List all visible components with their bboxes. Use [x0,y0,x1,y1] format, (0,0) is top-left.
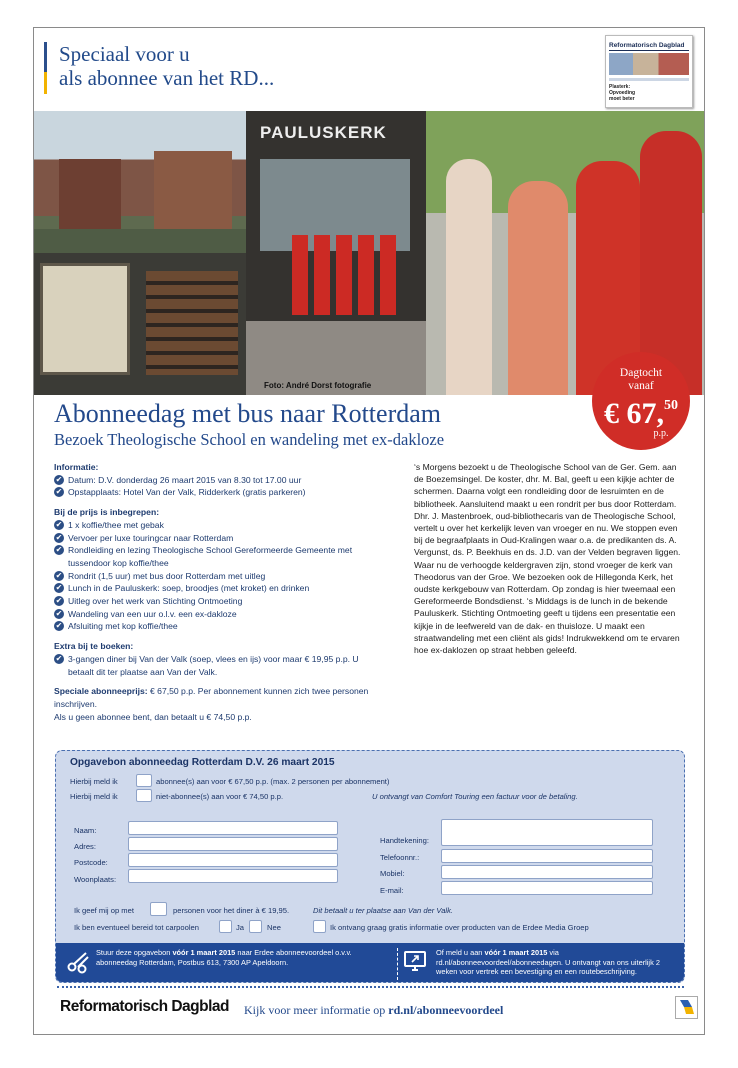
footer-link[interactable]: rd.nl/abonneevoordeel [388,1003,504,1017]
checkmark-icon: ✔ [55,583,63,593]
nonmember-line-prefix: Hierbij meld ik [70,792,118,801]
field-label-city: Woonplaats: [74,875,117,884]
badge-line-2: vanaf [628,380,654,392]
checkmark-icon: ✔ [55,545,63,555]
address-input[interactable] [128,837,338,851]
page-subtitle: Bezoek Theologische School en wandeling met ex-dakloze [54,430,445,449]
checkmark-icon: ✔ [55,596,63,606]
footer-info: Kijk voor meer informatie op rd.nl/abonneevoordeel [244,1003,504,1017]
online-instructions: Of meld u aan vóór 1 maart 2015 via rd.nl/abonneevoordeel/abonneedagen. U ontvangt van ons uiterlijk 2 weken voor vertrek een bevestiging en een routebeschrijving. [436,948,660,977]
photo-buildings [34,111,246,253]
postcode-input[interactable] [128,853,338,867]
thumbnail-photo-strip [609,53,689,75]
price-badge [592,352,690,450]
included-list [54,519,374,633]
newspaper-thumbnail [605,35,693,108]
email-input[interactable] [441,881,653,895]
checkmark-icon: ✔ [55,532,63,542]
field-label-address: Adres: [74,842,96,851]
signature-input[interactable] [441,819,653,846]
badge-line-1: Dagtocht [619,367,663,379]
carpool-no-checkbox[interactable] [249,920,262,933]
dinner-line-suffix: personen voor het diner à € 19,95. [173,906,290,915]
pricing-nonmember: Als u geen abonnee bent, dan betaalt u € 74,50 p.p. [54,711,252,722]
photo-group-walk [426,111,705,395]
extra-list [54,653,374,678]
field-label-mobile: Mobiel: [380,869,405,878]
header-line-1: Speciaal voor u [59,42,190,66]
extra-heading: Extra bij te boeken: [54,641,134,652]
carpool-yes-label: Ja [236,923,245,932]
checklist-item: ✔ Vervoer per luxe touringcar naar Rotterdam [55,532,234,543]
thumbnail-headline: Plasterk: Opvoeding moet beter [609,84,636,102]
dinner-count-input[interactable] [150,902,167,916]
checkmark-icon: ✔ [55,653,63,663]
nonmember-line-suffix: niet-abonnee(s) aan voor € 74,50 p.p. [156,792,284,801]
mobile-input[interactable] [441,865,653,879]
badge-price: € 67,50 [604,397,678,430]
footer-brand: Reformatorisch Dagblad [60,998,230,1015]
photo-library [34,253,246,395]
registration-form [55,750,685,983]
field-label-phone: Telefoonnr.: [380,853,420,862]
header-line-2: als abonnee van het RD... [59,66,275,90]
member-count-input[interactable] [136,774,152,787]
erdee-logo-icon [675,996,698,1019]
optin-label: Ik ontvang graag gratis informatie over producten van de Erdee Media Groep [330,923,589,932]
photo-credit: Foto: André Dorst fotografie [264,381,372,390]
checklist-item: ✔ 1 x koffie/thee met gebak [55,519,164,530]
checklist-item: ✔ Rondleiding en lezing Theologische School Gereformeerde Gemeente met tussendoor kop koffie/thee [55,545,353,568]
dinner-note: Dit betaalt u ter plaatse aan Van der Valk. [313,906,454,915]
details-column [54,461,374,723]
checkmark-icon: ✔ [55,608,63,618]
mail-instructions: Stuur deze opgavebon vóór 1 maart 2015 naar Erdee abonneevoordeel o.v.v. abonneedag Rotterdam, Postbus 613, 7300 AP Apeldoorn. [96,948,352,967]
photo-pauluskerk [246,111,426,395]
pricing-text: Speciale abonneeprijs: € 67,50 p.p. Per abonnement kunnen zich twee personen inschrijven. [54,686,369,709]
phone-input[interactable] [441,849,653,863]
info-list [54,474,374,499]
member-line-suffix: abonnee(s) aan voor € 67,50 p.p. (max. 2 personen per abonnement) [156,777,390,786]
thumbnail-masthead: Reformatorisch Dagblad [609,42,689,51]
field-label-signature: Handtekening: [380,836,429,845]
checklist-item: ✔ Wandeling van een uur o.l.v. een ex-dakloze [55,608,237,619]
checkmark-icon: ✔ [55,570,63,580]
checkmark-icon: ✔ [55,519,63,529]
checklist-item: ✔ Lunch in de Pauluskerk: soep, broodjes (met kroket) en drinken [55,583,310,594]
checkmark-icon: ✔ [55,487,63,497]
checklist-item: ✔ Opstapplaats: Hotel Van der Valk, Ridderkerk (gratis parkeren) [55,487,306,498]
form-instructions-bar [56,943,685,983]
checkmark-icon: ✔ [55,474,63,484]
info-heading: Informatie: [54,462,99,472]
invoice-note: U ontvangt van Comfort Touring een factuur voor de betaling. [372,792,578,801]
field-label-postcode: Postcode: [74,858,108,867]
dinner-line-prefix: Ik geef mij op met [74,906,134,915]
photo-collage [34,111,705,395]
optin-checkbox[interactable] [313,920,326,933]
computer-icon [402,949,428,975]
scissors-icon [66,950,90,974]
carpool-no-label: Nee [267,923,281,932]
checkmark-icon: ✔ [55,621,63,631]
field-label-email: E-mail: [380,886,404,895]
checklist-item: ✔ 3-gangen diner bij Van der Valk (soep, vlees en ijs) voor maar € 19,95 p.p. U betaalt dit ter plaatse aan Van der Valk. [55,653,359,677]
member-line-prefix: Hierbij meld ik [70,777,118,786]
page-title: Abonneedag met bus naar Rotterdam [54,399,441,428]
field-label-name: Naam: [74,826,97,835]
advertisement-page [33,27,705,1035]
footer-divider [57,986,684,988]
checklist-item: ✔ Datum: D.V. donderdag 26 maart 2015 van 8.30 tot 17.00 uur [55,474,302,485]
header-intro [44,42,274,90]
checklist-item: ✔ Uitleg over het werk van Stichting Ontmoeting [55,596,243,607]
badge-unit: p.p. [653,428,669,439]
form-title: Opgavebon abonneedag Rotterdam D.V. 26 maart 2015 [70,757,335,768]
included-heading: Bij de prijs is inbegrepen: [54,507,160,518]
badge-cents: 50 [664,398,678,413]
carpool-yes-checkbox[interactable] [219,920,232,933]
checklist-item: ✔ Afsluiting met kop koffie/thee [55,621,178,632]
program-description: ‘s Morgens bezoekt u de Theologische School van de Ger. Gem. aan de Boezemsingel. De koster, dhr. M. Bal, geeft u een kijkje achter de schermen. Daarna volgt een rondleiding door de lesruimten en de bibliotheek. Aansluitend maakt u een rondrit per bus door Rotterdam. Dhr. J. Mastenbroek, oud-bibliothecaris van de Theologische School, vertelt u over het kerkelijk leven van vroeger en nu. We stoppen even bij de begraafplaats in Oud-Kralingen waar o.a. de predikanten ds. A. Vergunst, ds. P. Beekhuis en ds. J.D. van der Velden begraven liggen. Waar nu de verhoogde keldergraven zijn, stond vroeger de kerk van Theodorus van der Groe. We bezoeken ook de Hillegonda Kerk, het oudste kerkgebouw van Rotterdam. Op zondag is hier tweemaal een Gereformeerde Bondsdienst. ‘s Middags is de lunch in de bekende Pauluskerk. Stichting Ontmoeting geeft u tijdens een presentatie een kijkje in de leefwereld van de dak- en thuisloze. U maakt een straatwandeling met een cliënt als gids! Indrukwekkend om te ervaren hoe ex-daklozen op straat hebben geleefd. [414,462,681,656]
city-input[interactable] [128,869,338,883]
checklist-item: ✔ Rondrit (1,5 uur) met bus door Rotterdam met uitleg [55,570,266,581]
pauluskerk-sign: PAULUSKERK [260,123,387,142]
name-input[interactable] [128,821,338,835]
carpool-label: Ik ben eventueel bereid tot carpoolen [74,923,199,932]
nonmember-count-input[interactable] [136,789,152,802]
